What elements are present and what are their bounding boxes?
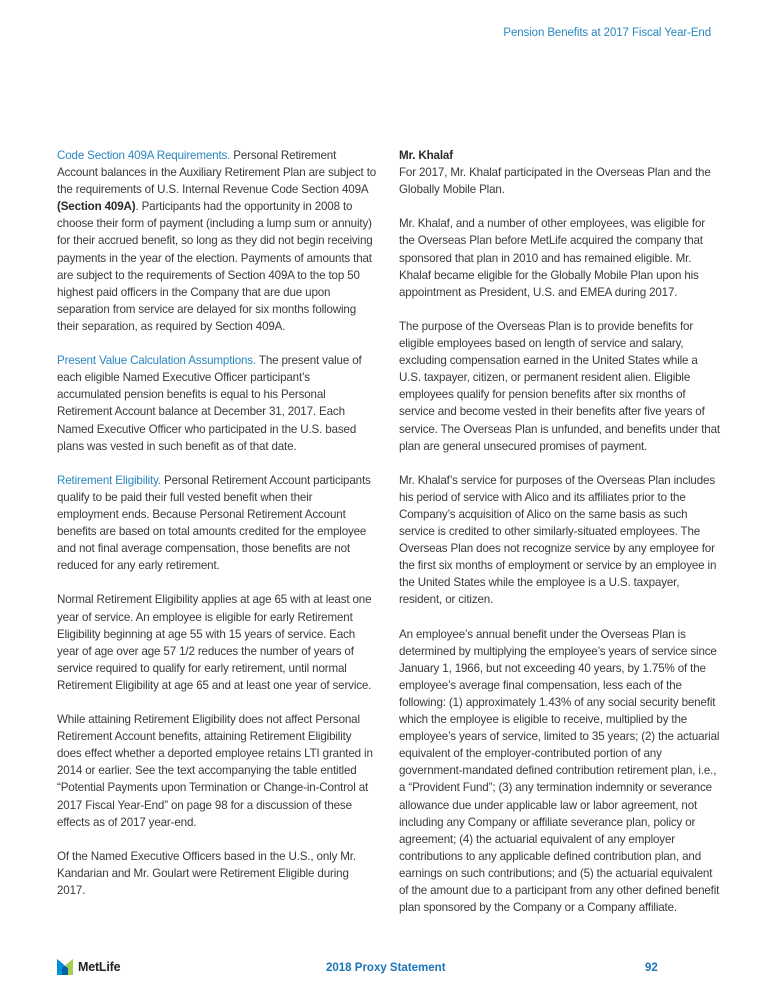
present-value-paragraph (57, 352, 377, 455)
section-409a-text-a: Personal Retirement Account balances in the Auxiliary Retirement Plan are subject to the requirements of U.S. Internal Revenue Code Section 409A (57, 149, 377, 197)
retirement-eligibility-text: Personal Retirement Account participants qualify to be paid their full vested benefit when their employment ends. Because Personal Retirement Account benefits are based on total amounts credited for the employee and not final average compensation, those benefits are not reduced for any early retirement. (57, 473, 371, 573)
present-value-lead: Present Value Calculation Assumptions. (57, 354, 257, 368)
khalaf-plans-paragraph: For 2017, Mr. Khalaf participated in the Overseas Plan and the Globally Mobile Plan. (399, 166, 711, 197)
khalaf-eligibility-paragraph: Mr. Khalaf, and a number of other employees, was eligible for the Overseas Plan before MetLife acquired the company that sponsored that plan in 2010 and has remained eligible. Mr. Khalaf became eligible for the Globally Mobile Plan upon his appointment as President, U.S. and EMEA during 2017. (399, 217, 705, 299)
metlife-logo-text: MetLife (78, 960, 121, 974)
lti-effect-paragraph: While attaining Retirement Eligibility does not affect Personal Retirement Account benefits, attaining Retirement Eligibility does effect whether a deported employee retains LTI granted in 2014 or earlier. See the text accompanying the table entitled “Potential Payments upon Termination or Change-in-Control at 2017 Fiscal Year-End” on page 98 for a discussion of these effects as of 2017 year-end. (57, 713, 373, 829)
metlife-m-icon (57, 959, 73, 975)
running-header-title: Pension Benefits at 2017 Fiscal Year-End (503, 27, 711, 39)
khalaf-heading: Mr. Khalaf (399, 149, 453, 162)
overseas-plan-purpose-paragraph: The purpose of the Overseas Plan is to provide benefits for eligible employees based on length of service and salary, excluding compensation earned in the United States while a U.S. taxpayer, citizen, or permanent resident alien. Eligible employees qualify for pension benefits after six months of service and become vested in their benefits after five years of service. The Overseas Plan is unfunded, and benefits under that plan are general unsecured promises of payment. (399, 319, 720, 453)
section-409a-lead: Code Section 409A Requirements. (57, 149, 231, 162)
left-column (57, 147, 377, 916)
page-footer (0, 958, 768, 982)
document-title: 2018 Proxy Statement (326, 962, 446, 974)
page-number: 92 (645, 962, 658, 974)
khalaf-service-paragraph: Mr. Khalaf’s service for purposes of the Overseas Plan includes his period of service with Alico and its affiliates prior to the Company’s acquisition of Alico on the same basis as such service is credited to other similarly-situated employees. The Overseas Plan does not recognize service by any employee for the first six months of employment or service by an employee in the United States while the employee is a U.S. taxpayer, resident, or citizen. (399, 473, 717, 607)
annual-benefit-paragraph: An employee’s annual benefit under the Overseas Plan is determined by multiplying the employee’s years of service since January 1, 1966, but not exceeding 40 years, by 1.75% of the employee’s average final compensation, less each of the following: (1) approximately 1.43% of any social security benefit which the employee is eligible to receive, multiplied by the employee’s years of service, limited to 35 years; (2) the actuarial equivalent of the employer-contributed portion of any government-mandated defined contribution retirement plan, i.e., a “Provident Fund”; (3) any termination indemnity or severance allowance due under applicable law or labor agreement, not including any Company or affiliate severance plan, policy or agreement; (4) the actuarial equivalent of any employer contributions to any applicable defined contribution plan, and earnings on such contributions; and (5) the actuarial equivalent of the amount due to a participant from any other defined benefit plan sponsored by the Company or a Company affiliate. (399, 627, 720, 915)
retirement-eligibility-lead: Retirement Eligibility. (57, 473, 161, 487)
metlife-logo (57, 959, 120, 975)
section-409a-bold-term: (Section 409A) (57, 200, 136, 214)
section-409a-paragraph (57, 147, 377, 335)
retirement-eligible-officers-paragraph: Of the Named Executive Officers based in the U.S., only Mr. Kandarian and Mr. Goulart were Retirement Eligible during 2017. (57, 849, 356, 898)
right-column (399, 147, 721, 933)
retirement-eligibility-paragraph (57, 472, 377, 575)
section-409a-text-b: . Participants had the opportunity in 2008 to choose their form of payment (including a lump sum or annuity) for their accrued benefit, so long as they did not begin receiving payments in the year of the election. Payments of amounts that are subject to the requirements of Section 409A to the top 50 highest paid officers in the Company that are due upon separation from service are delayed for six months following their separation, as required by Section 409A. (57, 200, 373, 333)
normal-retirement-paragraph: Normal Retirement Eligibility applies at age 65 with at least one year of service. An employee is eligible for early Retirement Eligibility beginning at age 55 with 15 years of service. Each year of age over age 57 1/2 reduces the number of years of service required to qualify for early retirement, until normal Retirement Eligibility at age 65 and at least one year of service. (57, 593, 372, 692)
present-value-text: The present value of each eligible Named Executive Officer participant’s accumulated pension benefits is equal to his Personal Retirement Account balance at December 31, 2017. Each Named Executive Officer who participated in the U.S. based plans was vested in such benefit as of that date. (57, 354, 362, 453)
